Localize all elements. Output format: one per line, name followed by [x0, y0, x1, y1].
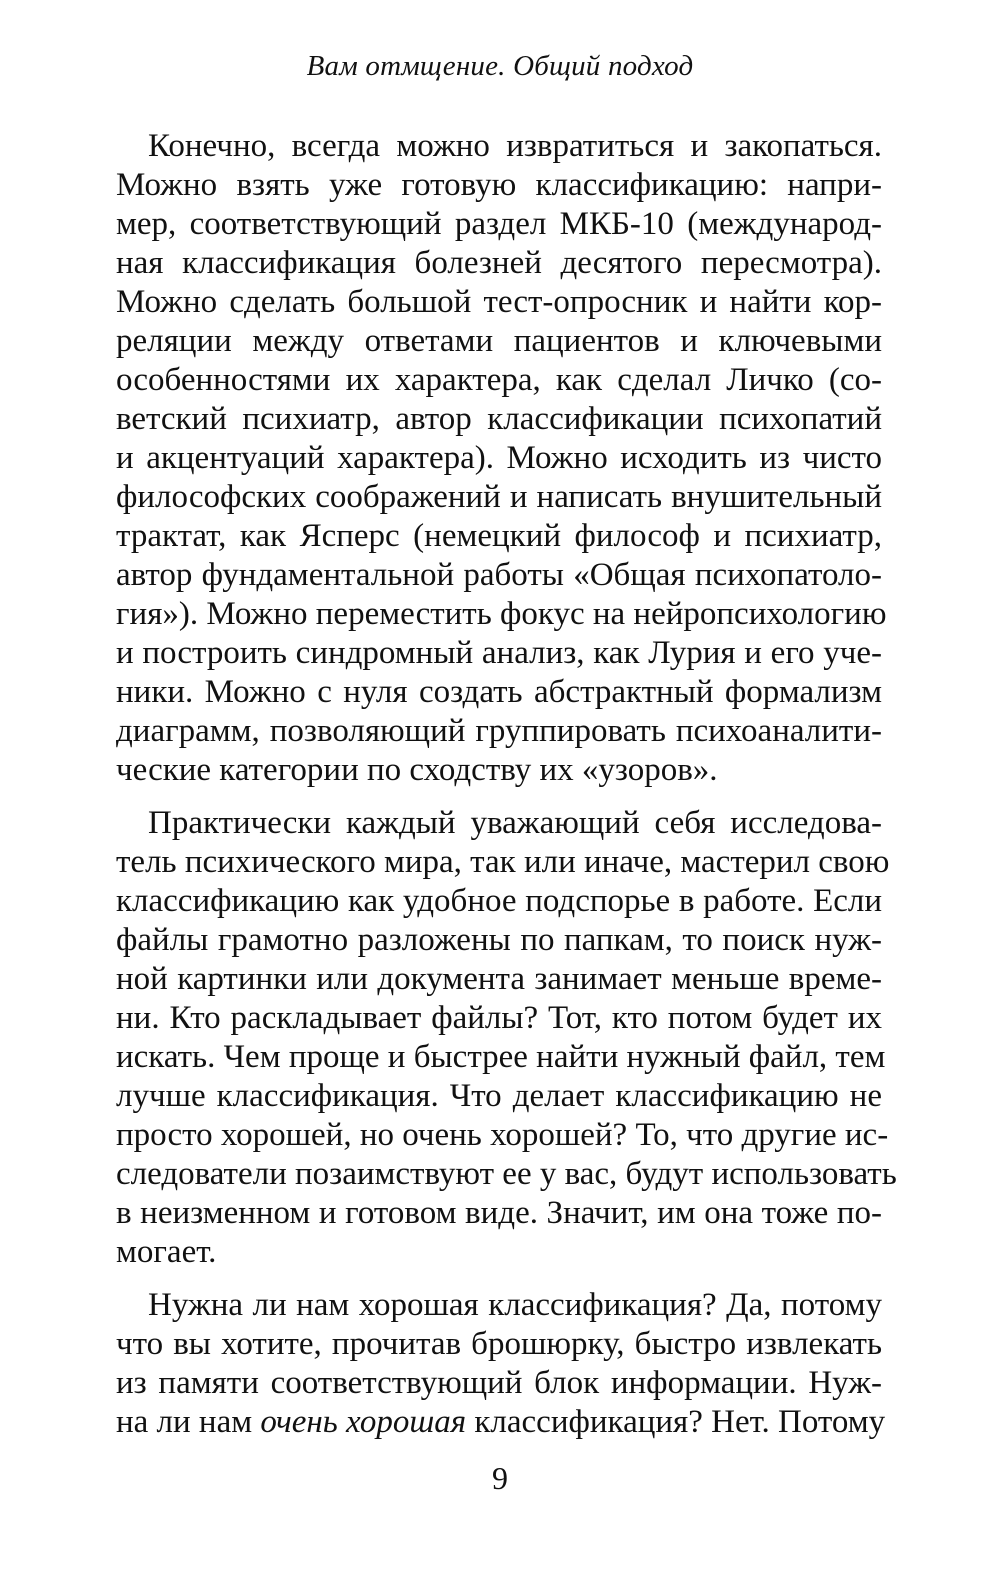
text-run: классификация? Нет. Потому — [466, 1404, 886, 1440]
text-line: Можно сделать большой тест-опросник и найти кор- — [116, 284, 882, 320]
text-line: классификацию как удобное подспорье в работе. Если — [116, 883, 882, 919]
text-line: Нужна ли нам хорошая классификация? Да, потому — [148, 1287, 882, 1323]
page-number: 9 — [492, 1460, 508, 1496]
running-head: Вам отмщение. Общий подход — [306, 50, 694, 82]
text-run: на ли нам — [116, 1404, 261, 1440]
paragraph-2 — [116, 804, 897, 1272]
text-line: диаграмм, позволяющий группировать психоаналити- — [116, 713, 882, 749]
paragraph-3 — [116, 1286, 886, 1442]
text-line: реляции между ответами пациентов и ключевыми — [116, 323, 882, 359]
text-line: Можно взять уже готовую классификацию: напри- — [116, 167, 882, 203]
body-text — [116, 127, 897, 1442]
text-line-with-emphasis — [116, 1403, 886, 1442]
text-line: философских соображений и написать внушительный — [116, 479, 882, 515]
text-line: ветский психиатр, автор классификации психопатий — [116, 401, 882, 437]
text-line: мер, соответствующий раздел МКБ-10 (международ- — [116, 206, 882, 242]
text-line: и построить синдромный анализ, как Лурия и его уче- — [116, 635, 882, 671]
text-line: Практически каждый уважающий себя исследова- — [148, 805, 882, 841]
text-line: лучше классификация. Что делает классификацию не — [116, 1078, 882, 1114]
text-line: гия»). Можно переместить фокус на нейропсихологию — [116, 596, 887, 632]
paragraph-1 — [116, 127, 887, 790]
text-line: следователи позаимствуют ее у вас, будут использовать — [116, 1156, 897, 1192]
text-line: ной картинки или документа занимает меньше време- — [116, 961, 882, 997]
text-line: в неизменном и готовом виде. Значит, им она тоже по- — [116, 1195, 882, 1231]
text-line: и акцентуаций характера). Можно исходить из чисто — [116, 440, 882, 476]
text-line: ники. Можно с нуля создать абстрактный формализм — [116, 674, 882, 710]
text-line: из памяти соответствующий блок информации. Нуж- — [116, 1365, 882, 1401]
text-line: искать. Чем проще и быстрее найти нужный файл, тем — [116, 1039, 886, 1075]
text-line: ная классификация болезней десятого пересмотра). — [116, 245, 882, 281]
text-line: просто хорошей, но очень хорошей? То, что другие ис- — [116, 1117, 889, 1153]
text-line: Конечно, всегда можно извратиться и закопаться. — [148, 128, 882, 164]
text-line: ни. Кто раскладывает файлы? Тот, кто потом будет их — [116, 1000, 882, 1036]
text-line: автор фундаментальной работы «Общая психопатоло- — [116, 557, 882, 593]
text-line: ческие категории по сходству их «узоров». — [116, 752, 718, 788]
text-line: тель психического мира, так или иначе, мастерил свою — [116, 844, 890, 880]
text-line: трактат, как Ясперс (немецкий философ и психиатр, — [116, 518, 882, 554]
text-line: файлы грамотно разложены по папкам, то поиск нуж- — [116, 922, 882, 958]
emphasis-text: очень хорошая — [260, 1404, 467, 1440]
text-line: могает. — [116, 1234, 217, 1270]
text-line: особенностями их характера, как сделал Личко (со- — [116, 362, 882, 398]
text-line: что вы хотите, прочитав брошюрку, быстро извлекать — [116, 1326, 882, 1362]
